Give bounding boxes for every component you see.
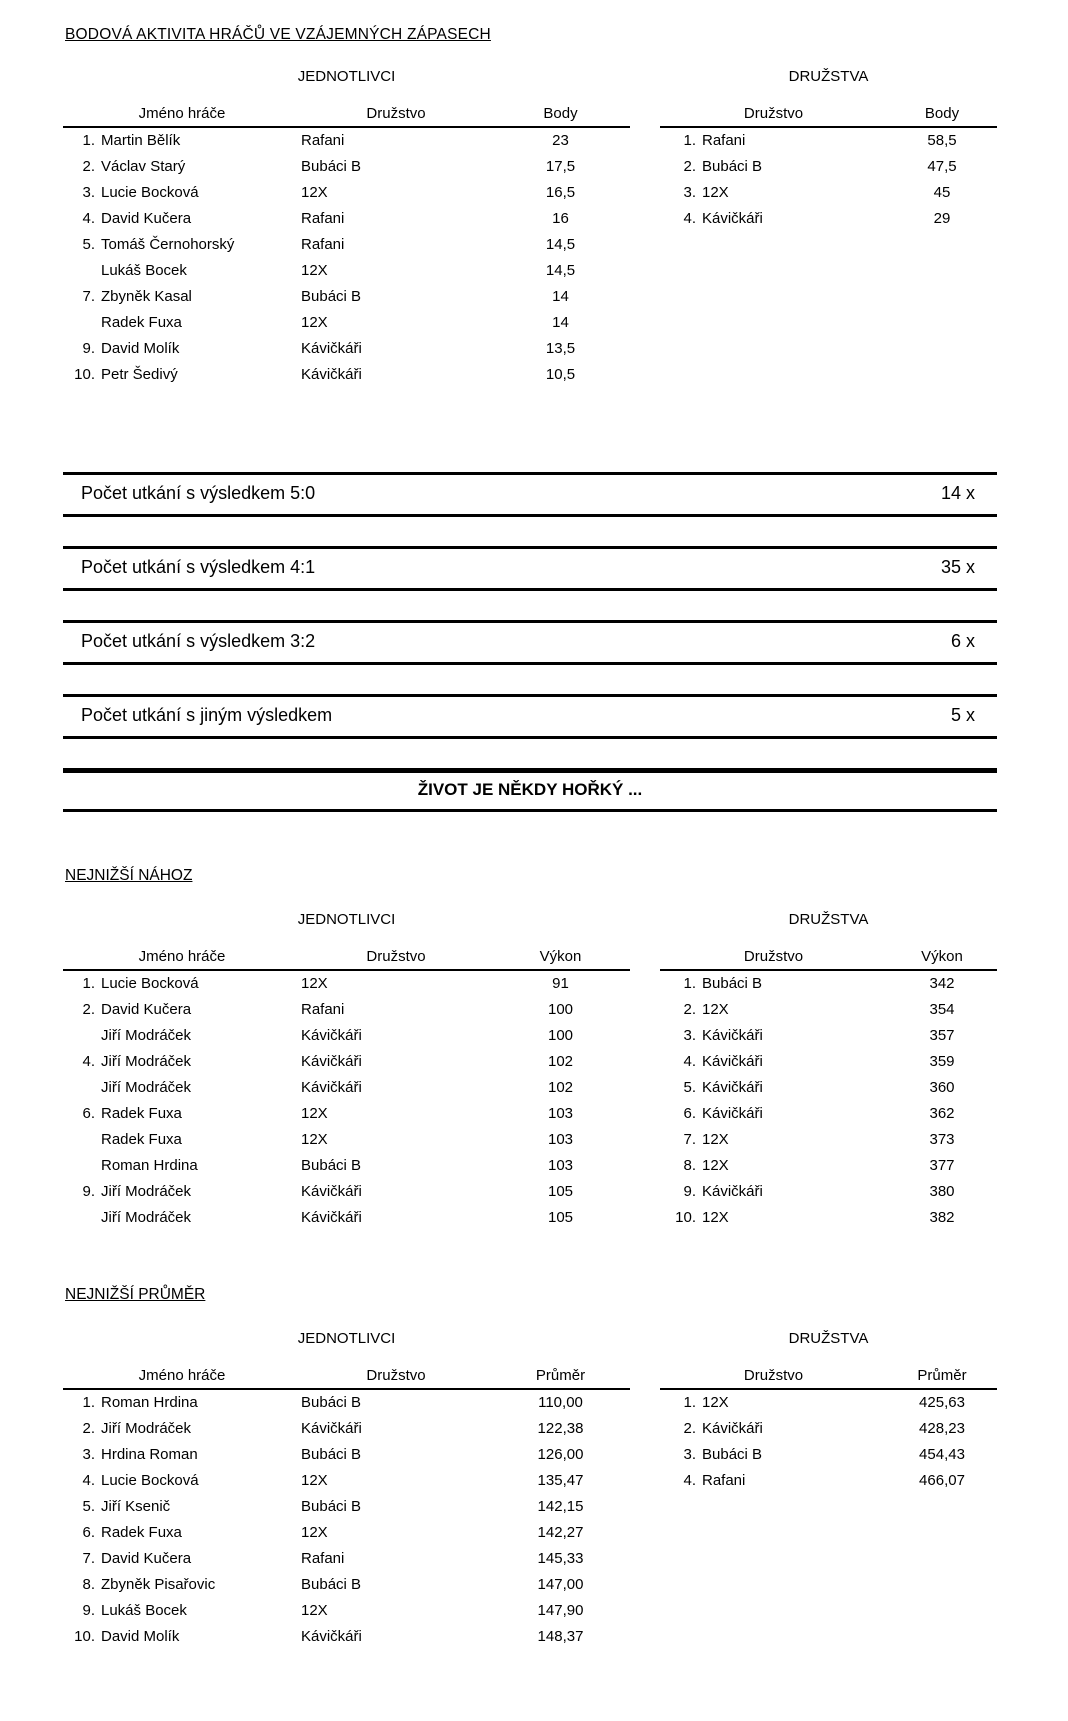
team-rank: 2.: [683, 1001, 696, 1018]
player-rank: [63, 1023, 101, 1049]
team-name: Kávičkáři: [702, 1420, 763, 1437]
team-row: [660, 1179, 997, 1205]
individuals-caption: JEDNOTLIVCI: [297, 911, 396, 928]
player-value: 14: [552, 314, 569, 331]
player-team: 12X: [301, 975, 328, 992]
player-value: 126,00: [537, 1446, 584, 1463]
player-team: 12X: [301, 262, 328, 279]
player-name: Jiří Modráček: [101, 1420, 192, 1437]
player-rank: [63, 258, 101, 284]
player-row: [63, 206, 630, 232]
player-row: [63, 1546, 630, 1572]
player-rank: 2.: [82, 158, 95, 175]
player-team: Kávičkáři: [301, 1420, 362, 1437]
team-row: [660, 1389, 997, 1416]
player-value: 122,38: [537, 1420, 584, 1437]
team-column-header: Družstvo: [660, 948, 887, 970]
team-value: 382: [929, 1209, 955, 1226]
player-value: 103: [547, 1105, 574, 1122]
summary-section: [63, 472, 997, 739]
team-rank: 2.: [683, 158, 696, 175]
player-team: Bubáci B: [301, 1498, 362, 1515]
player-rank: 6.: [82, 1524, 95, 1541]
team-rank: 2.: [683, 1420, 696, 1437]
team-value: 342: [929, 975, 955, 992]
player-row: [63, 1389, 630, 1416]
player-rank: 3.: [82, 1446, 95, 1463]
player-team: Kávičkáři: [301, 366, 362, 383]
player-name: Jiří Modráček: [101, 1079, 192, 1096]
activity-individuals-block: [63, 68, 630, 388]
summary-row: [63, 472, 997, 517]
player-team: Bubáci B: [301, 1446, 362, 1463]
player-team: 12X: [301, 1472, 328, 1489]
team-name: Kávičkáři: [702, 1183, 763, 1200]
player-row: [63, 1101, 630, 1127]
team-rank: 4.: [683, 1472, 696, 1489]
team-name: Kávičkáři: [702, 1079, 763, 1096]
player-value: 147,00: [537, 1576, 584, 1593]
player-rank: 8.: [82, 1576, 95, 1593]
team-value: 362: [929, 1105, 955, 1122]
team-row: [660, 1101, 997, 1127]
lowest-average-teams-table: [660, 1367, 997, 1494]
player-value: 142,15: [537, 1498, 584, 1515]
player-row: [63, 127, 630, 154]
player-value: 103: [547, 1131, 574, 1148]
team-column-header: Družstvo: [301, 948, 491, 970]
player-name: Lucie Bocková: [101, 1472, 199, 1489]
lowest-throw-individuals-table: [63, 948, 630, 1231]
player-rank: 10.: [74, 366, 95, 383]
player-rank: [63, 1153, 101, 1179]
team-value: 58,5: [927, 132, 957, 149]
team-value: 47,5: [927, 158, 957, 175]
player-value: 110,00: [538, 1394, 583, 1411]
player-row: [63, 1468, 630, 1494]
player-row: [63, 1127, 630, 1153]
team-rank: 3.: [683, 184, 696, 201]
activity-individuals-table: [63, 105, 630, 388]
team-row: [660, 206, 997, 232]
lowest-average-individuals-table: [63, 1367, 630, 1650]
player-rank: [63, 1205, 101, 1231]
lowest-average-teams-block: [660, 1330, 997, 1494]
team-value: 357: [929, 1027, 955, 1044]
player-team: Bubáci B: [301, 1576, 362, 1593]
player-value: 16: [552, 210, 569, 227]
player-team: 12X: [301, 184, 328, 201]
player-value: 102: [547, 1079, 574, 1096]
player-team: Kávičkáři: [301, 1209, 362, 1226]
player-value: 148,37: [537, 1628, 584, 1645]
table-header-row: [660, 1367, 997, 1389]
team-value: 380: [929, 1183, 955, 1200]
player-row: [63, 1075, 630, 1101]
player-row: [63, 284, 630, 310]
player-row: [63, 1179, 630, 1205]
team-name: Rafani: [702, 132, 746, 149]
player-value: 105: [547, 1183, 574, 1200]
player-team: Bubáci B: [301, 1157, 362, 1174]
summary-value: 5 x: [950, 705, 975, 725]
player-value: 135,47: [537, 1472, 584, 1489]
player-value: 10,5: [545, 366, 576, 383]
player-name: Lucie Bocková: [101, 184, 199, 201]
activity-teams-table: [660, 105, 997, 232]
lowest-throw-heading: NEJNIŽŠÍ NÁHOZ: [65, 867, 193, 884]
player-name: Radek Fuxa: [101, 1131, 182, 1148]
player-rank: 1.: [82, 132, 95, 149]
table-header-row: [63, 1367, 630, 1389]
player-team: Rafani: [301, 1001, 345, 1018]
player-team: Rafani: [301, 132, 345, 149]
team-row: [660, 1049, 997, 1075]
player-value: 16,5: [545, 184, 576, 201]
player-team: Rafani: [301, 1550, 345, 1567]
player-row: [63, 1494, 630, 1520]
player-row: [63, 1572, 630, 1598]
player-rank: 5.: [82, 1498, 95, 1515]
table-header-row: [660, 105, 997, 127]
player-team: 12X: [301, 314, 328, 331]
team-rank: 6.: [683, 1105, 696, 1122]
player-team: Bubáci B: [301, 158, 362, 175]
player-row: [63, 362, 630, 388]
team-row: [660, 970, 997, 997]
team-value: 354: [929, 1001, 955, 1018]
player-team: Kávičkáři: [301, 1628, 362, 1645]
player-team: 12X: [301, 1602, 328, 1619]
player-value: 13,5: [545, 340, 576, 357]
player-team: Kávičkáři: [301, 1053, 362, 1070]
summary-label: Počet utkání s jiným výsledkem: [81, 705, 333, 725]
player-value: 142,27: [537, 1524, 584, 1541]
lowest-average-individuals-block: [63, 1330, 630, 1650]
player-team: Kávičkáři: [301, 1079, 362, 1096]
player-value: 17,5: [545, 158, 576, 175]
team-value: 29: [933, 210, 951, 227]
player-row: [63, 1598, 630, 1624]
player-value: 23: [552, 132, 569, 149]
player-rank: 9.: [82, 1183, 95, 1200]
player-value: 91: [552, 975, 569, 992]
team-row: [660, 1442, 997, 1468]
player-team: Bubáci B: [301, 1394, 362, 1411]
team-row: [660, 127, 997, 154]
teams-caption: DRUŽSTVA: [788, 911, 869, 928]
player-value: 105: [547, 1209, 574, 1226]
team-rank: 3.: [683, 1446, 696, 1463]
team-value: 454,43: [919, 1446, 965, 1463]
team-row: [660, 1468, 997, 1494]
team-row: [660, 1153, 997, 1179]
value-column-header: Průměr: [887, 1367, 997, 1389]
team-name: Kávičkáři: [702, 1105, 763, 1122]
player-name: Roman Hrdina: [101, 1394, 198, 1411]
player-name: Roman Hrdina: [101, 1157, 198, 1174]
player-team: 12X: [301, 1131, 328, 1148]
lowest-throw-teams-block: [660, 911, 997, 1231]
player-rank: 9.: [82, 1602, 95, 1619]
player-name: Martin Bělík: [101, 132, 181, 149]
team-rank: 1.: [683, 1394, 696, 1411]
player-name: Zbyněk Kasal: [101, 288, 192, 305]
team-row: [660, 1416, 997, 1442]
player-name: Lucie Bocková: [101, 975, 199, 992]
team-rank: 3.: [683, 1027, 696, 1044]
team-rank: 1.: [683, 975, 696, 992]
player-team: Kávičkáři: [301, 1183, 362, 1200]
team-rank: 4.: [683, 210, 696, 227]
player-name: Václav Starý: [101, 158, 186, 175]
player-row: [63, 1205, 630, 1231]
player-rank: 4.: [82, 210, 95, 227]
player-rank: 1.: [82, 1394, 95, 1411]
team-name: Bubáci B: [702, 1446, 763, 1463]
team-rank: 4.: [683, 1053, 696, 1070]
team-column-header: Družstvo: [660, 1367, 887, 1389]
player-name: David Molík: [101, 340, 180, 357]
lowest-average-heading: NEJNIŽŠÍ PRŮMĚR: [65, 1286, 206, 1303]
team-value: 428,23: [919, 1420, 965, 1437]
team-value: 373: [929, 1131, 955, 1148]
team-value: 360: [929, 1079, 955, 1096]
value-column-header: Výkon: [887, 948, 997, 970]
activity-tables: [63, 68, 997, 388]
team-name: 12X: [702, 1394, 729, 1411]
team-rank: 10.: [675, 1209, 696, 1226]
player-row: [63, 232, 630, 258]
player-name: David Molík: [101, 1628, 180, 1645]
player-row: [63, 1153, 630, 1179]
lowest-throw-individuals-block: [63, 911, 630, 1231]
team-name: Bubáci B: [702, 158, 763, 175]
team-name: Bubáci B: [702, 975, 763, 992]
individuals-caption: JEDNOTLIVCI: [297, 1330, 396, 1347]
player-name: Jiří Modráček: [101, 1183, 192, 1200]
player-column-header: Jméno hráče: [63, 948, 301, 970]
player-column-header: Jméno hráče: [63, 1367, 301, 1389]
team-name: 12X: [702, 1209, 729, 1226]
player-team: 12X: [301, 1524, 328, 1541]
player-rank: [63, 310, 101, 336]
team-row: [660, 1023, 997, 1049]
player-rank: 2.: [82, 1420, 95, 1437]
summary-row: [63, 620, 997, 665]
team-value: 466,07: [919, 1472, 965, 1489]
table-header-row: [660, 948, 997, 970]
summary-label: Počet utkání s výsledkem 4:1: [81, 557, 316, 577]
player-rank: 4.: [82, 1472, 95, 1489]
table-header-row: [63, 105, 630, 127]
player-name: David Kučera: [101, 1001, 192, 1018]
player-row: [63, 154, 630, 180]
player-name: Lukáš Bocek: [101, 262, 187, 279]
activity-teams-block: [660, 68, 997, 232]
player-rank: 10.: [74, 1628, 95, 1645]
team-column-header: Družstvo: [660, 105, 887, 127]
player-rank: 7.: [82, 288, 95, 305]
player-value: 103: [547, 1157, 574, 1174]
team-column-header: Družstvo: [301, 105, 491, 127]
teams-caption: DRUŽSTVA: [788, 68, 869, 85]
player-name: Radek Fuxa: [101, 1524, 182, 1541]
player-row: [63, 258, 630, 284]
team-rank: 8.: [683, 1157, 696, 1174]
player-team: Kávičkáři: [301, 340, 362, 357]
player-team: Kávičkáři: [301, 1027, 362, 1044]
player-row: [63, 180, 630, 206]
player-row: [63, 1624, 630, 1650]
team-name: Kávičkáři: [702, 1027, 763, 1044]
value-column-header: Výkon: [491, 948, 630, 970]
player-rank: 1.: [82, 975, 95, 992]
player-name: Radek Fuxa: [101, 314, 182, 331]
team-value: 377: [929, 1157, 955, 1174]
player-row: [63, 1416, 630, 1442]
team-row: [660, 154, 997, 180]
team-value: 45: [933, 184, 951, 201]
player-name: David Kučera: [101, 210, 192, 227]
player-rank: 6.: [82, 1105, 95, 1122]
player-name: Radek Fuxa: [101, 1105, 182, 1122]
player-row: [63, 997, 630, 1023]
team-value: 425,63: [919, 1394, 965, 1411]
player-value: 100: [547, 1001, 574, 1018]
player-rank: 2.: [82, 1001, 95, 1018]
value-column-header: Body: [491, 105, 630, 127]
player-name: Tomáš Černohorský: [101, 236, 235, 253]
table-header-row: [63, 948, 630, 970]
player-name: Jiří Modráček: [101, 1053, 192, 1070]
player-rank: 9.: [82, 340, 95, 357]
summary-label: Počet utkání s výsledkem 3:2: [81, 631, 316, 651]
team-rank: 5.: [683, 1079, 696, 1096]
summary-value: 6 x: [950, 631, 975, 651]
summary-row: [63, 546, 997, 591]
team-row: [660, 180, 997, 206]
player-team: 12X: [301, 1105, 328, 1122]
player-row: [63, 1520, 630, 1546]
team-name: Rafani: [702, 1472, 746, 1489]
player-team: Bubáci B: [301, 288, 362, 305]
team-row: [660, 1127, 997, 1153]
player-rank: 4.: [82, 1053, 95, 1070]
team-name: 12X: [702, 1157, 729, 1174]
player-column-header: Jméno hráče: [63, 105, 301, 127]
player-name: Zbyněk Pisařovic: [101, 1576, 216, 1593]
team-rank: 7.: [683, 1131, 696, 1148]
player-value: 147,90: [537, 1602, 584, 1619]
player-rank: 7.: [82, 1550, 95, 1567]
team-row: [660, 997, 997, 1023]
player-row: [63, 336, 630, 362]
section-banner: ŽIVOT JE NĚKDY HOŘKÝ ...: [63, 768, 997, 812]
team-column-header: Družstvo: [301, 1367, 491, 1389]
player-row: [63, 1442, 630, 1468]
value-column-header: Body: [887, 105, 997, 127]
player-name: David Kučera: [101, 1550, 192, 1567]
player-value: 100: [547, 1027, 574, 1044]
lowest-average-tables: [63, 1330, 997, 1650]
summary-value: 14 x: [940, 483, 975, 503]
summary-row: [63, 694, 997, 739]
player-value: 14,5: [545, 262, 576, 279]
player-row: [63, 1023, 630, 1049]
player-rank: 3.: [82, 184, 95, 201]
summary-label: Počet utkání s výsledkem 5:0: [81, 483, 316, 503]
player-value: 14,5: [545, 236, 576, 253]
player-name: Jiří Modráček: [101, 1027, 192, 1044]
player-team: Rafani: [301, 236, 345, 253]
player-rank: [63, 1127, 101, 1153]
page-title: BODOVÁ AKTIVITA HRÁČŮ VE VZÁJEMNÝCH ZÁPASECH: [65, 26, 491, 43]
player-row: [63, 1049, 630, 1075]
team-name: 12X: [702, 1001, 729, 1018]
player-value: 145,33: [537, 1550, 584, 1567]
summary-value: 35 x: [940, 557, 975, 577]
team-rank: 1.: [683, 132, 696, 149]
player-name: Hrdina Roman: [101, 1446, 198, 1463]
player-name: Lukáš Bocek: [101, 1602, 187, 1619]
individuals-caption: JEDNOTLIVCI: [297, 68, 396, 85]
player-name: Jiří Modráček: [101, 1209, 192, 1226]
lowest-throw-tables: [63, 911, 997, 1231]
team-value: 359: [929, 1053, 955, 1070]
teams-caption: DRUŽSTVA: [788, 1330, 869, 1347]
player-name: Petr Šedivý: [101, 366, 178, 383]
team-name: 12X: [702, 184, 729, 201]
player-row: [63, 970, 630, 997]
player-team: Rafani: [301, 210, 345, 227]
team-row: [660, 1205, 997, 1231]
team-rank: 9.: [683, 1183, 696, 1200]
team-name: Kávičkáři: [702, 210, 763, 227]
player-row: [63, 310, 630, 336]
player-rank: 5.: [82, 236, 95, 253]
player-value: 14: [552, 288, 569, 305]
player-rank: [63, 1075, 101, 1101]
team-name: 12X: [702, 1131, 729, 1148]
value-column-header: Průměr: [491, 1367, 630, 1389]
team-name: Kávičkáři: [702, 1053, 763, 1070]
player-value: 102: [547, 1053, 574, 1070]
lowest-throw-teams-table: [660, 948, 997, 1231]
team-row: [660, 1075, 997, 1101]
player-name: Jiří Ksenič: [101, 1498, 171, 1515]
